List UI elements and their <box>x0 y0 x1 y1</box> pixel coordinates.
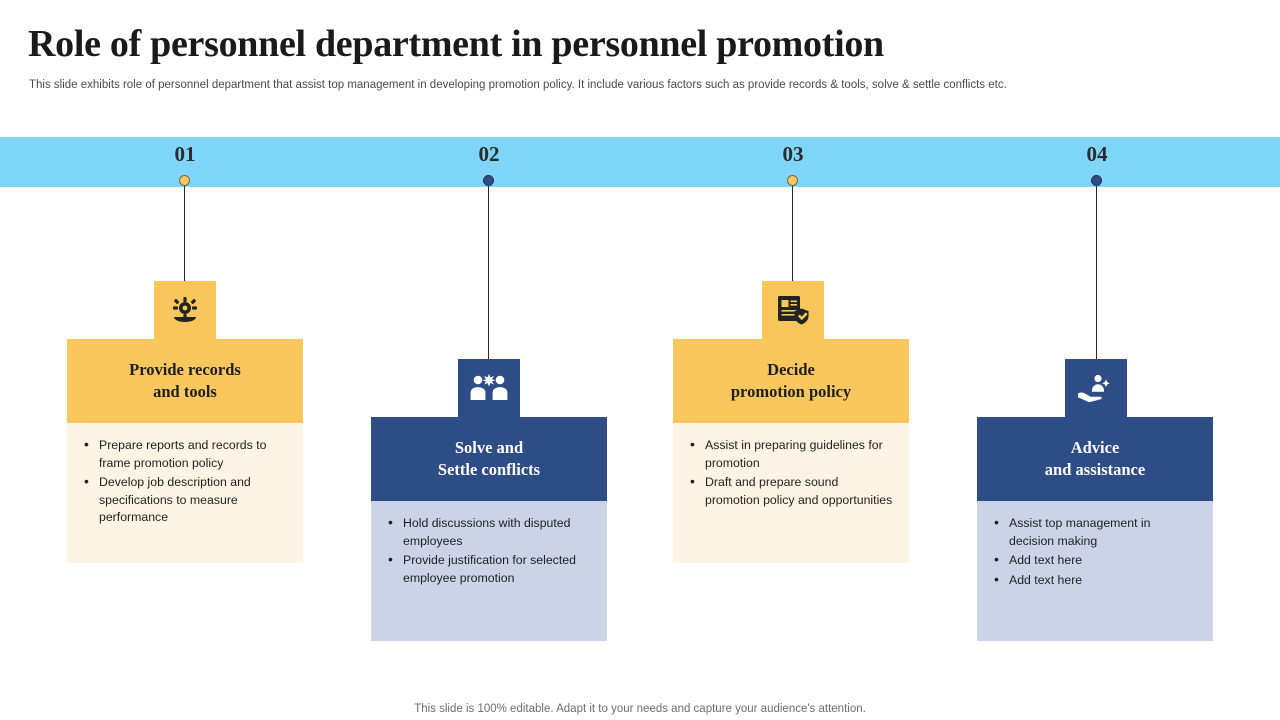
list-item: • Draft and prepare sound promotion policy and opportunities <box>689 474 895 509</box>
step-heading-01-line1: Provide records <box>129 360 241 379</box>
hand-person-support-icon <box>1065 359 1127 417</box>
step-heading-02-line2: Settle conflicts <box>437 460 541 479</box>
connector-line-02 <box>488 186 489 359</box>
step-heading-01-line2: and tools <box>153 382 217 401</box>
page-title: Role of personnel department in personnel promotion <box>28 23 884 65</box>
step-heading-04-line2: and assistance <box>1044 460 1146 479</box>
step-heading-04-line1: Advice <box>1070 438 1120 457</box>
connector-line-04 <box>1096 186 1097 359</box>
list-item: • Add text here <box>993 572 1199 590</box>
step-bullets-01 <box>67 423 303 563</box>
connector-line-03 <box>792 186 793 281</box>
two-people-conflict-icon <box>458 359 520 417</box>
page-subtitle: This slide exhibits role of personnel department that assist top management in developing promotion policy. It include various factors such as provide records & tools, solve & settle conflicts etc. <box>29 79 1007 91</box>
connector-line-01 <box>184 186 185 281</box>
step-bullets-03 <box>673 423 909 563</box>
step-heading-03-line1: Decide <box>767 360 815 379</box>
list-item: • Assist top management in decision making <box>993 515 1199 550</box>
connector-dot-01 <box>179 175 190 186</box>
step-number-03: 03 <box>782 142 804 166</box>
list-item: • Hold discussions with disputed employees <box>387 515 593 550</box>
step-heading-02 <box>371 417 607 501</box>
connector-dot-02 <box>483 175 494 186</box>
step-heading-01 <box>67 339 303 423</box>
connector-dot-04 <box>1091 175 1102 186</box>
step-number-01: 01 <box>174 142 196 166</box>
list-item: • Develop job description and specifications to measure performance <box>83 474 289 527</box>
list-item: • Prepare reports and records to frame promotion policy <box>83 437 289 472</box>
step-heading-02-line1: Solve and <box>454 438 524 457</box>
list-item: • Add text here <box>993 552 1199 570</box>
step-bullets-04 <box>977 501 1213 641</box>
list-item: • Assist in preparing guidelines for promotion <box>689 437 895 472</box>
step-heading-03 <box>673 339 909 423</box>
list-item: • Provide justification for selected employee promotion <box>387 552 593 587</box>
step-heading-03-line2: promotion policy <box>730 382 852 401</box>
step-number-02: 02 <box>478 142 500 166</box>
slide-footer-note: This slide is 100% editable. Adapt it to your needs and capture your audience's attention. <box>414 703 866 715</box>
step-number-04: 04 <box>1086 142 1108 166</box>
document-check-icon <box>762 281 824 339</box>
gear-target-icon <box>154 281 216 339</box>
connector-dot-03 <box>787 175 798 186</box>
step-heading-04 <box>977 417 1213 501</box>
step-bullets-02 <box>371 501 607 641</box>
